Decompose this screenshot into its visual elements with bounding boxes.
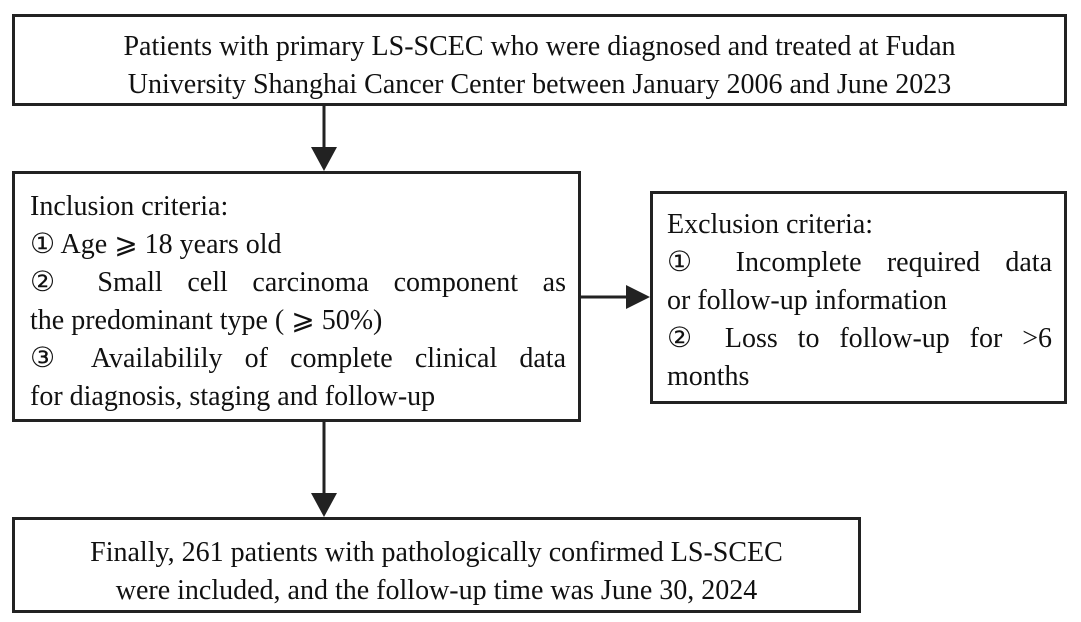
source-line-2: University Shanghai Cancer Center between January 2006 and June 2023 [127,69,952,100]
inclusion-line-1: ① Age ⩾ 18 years old [30,229,282,260]
arrow-inclusion-to-exclusion-head [626,285,650,309]
exclusion-line-2: or follow-up information [667,285,947,316]
inclusion-title: Inclusion criteria: [30,191,229,222]
exclusion-title: Exclusion criteria: [667,209,874,240]
final-cohort-box [12,517,861,613]
exclusion-line-4: months [667,361,750,392]
exclusion-line-1: ① Incomplete required data [667,247,1052,278]
inclusion-line-2: ② Small cell carcinoma component as [30,267,566,298]
arrow-inclusion-to-final-head [311,493,337,517]
exclusion-criteria-box [650,191,1067,404]
final-line-1: Finally, 261 patients with pathologically confirmed LS-SCEC [90,537,783,568]
inclusion-criteria-box [12,171,581,422]
arrow-top-to-inclusion-head [311,147,337,171]
final-line-2: were included, and the follow-up time was June 30, 2024 [115,575,758,606]
source-population-box [12,14,1067,106]
inclusion-line-3: the predominant type ( ⩾ 50%) [30,305,383,336]
inclusion-line-4: ③ Availabilily of complete clinical data [30,343,566,374]
source-line-1: Patients with primary LS-SCEC who were diagnosed and treated at Fudan [123,31,956,62]
inclusion-line-5: for diagnosis, staging and follow-up [30,381,436,412]
exclusion-line-3: ② Loss to follow-up for >6 [667,323,1052,354]
